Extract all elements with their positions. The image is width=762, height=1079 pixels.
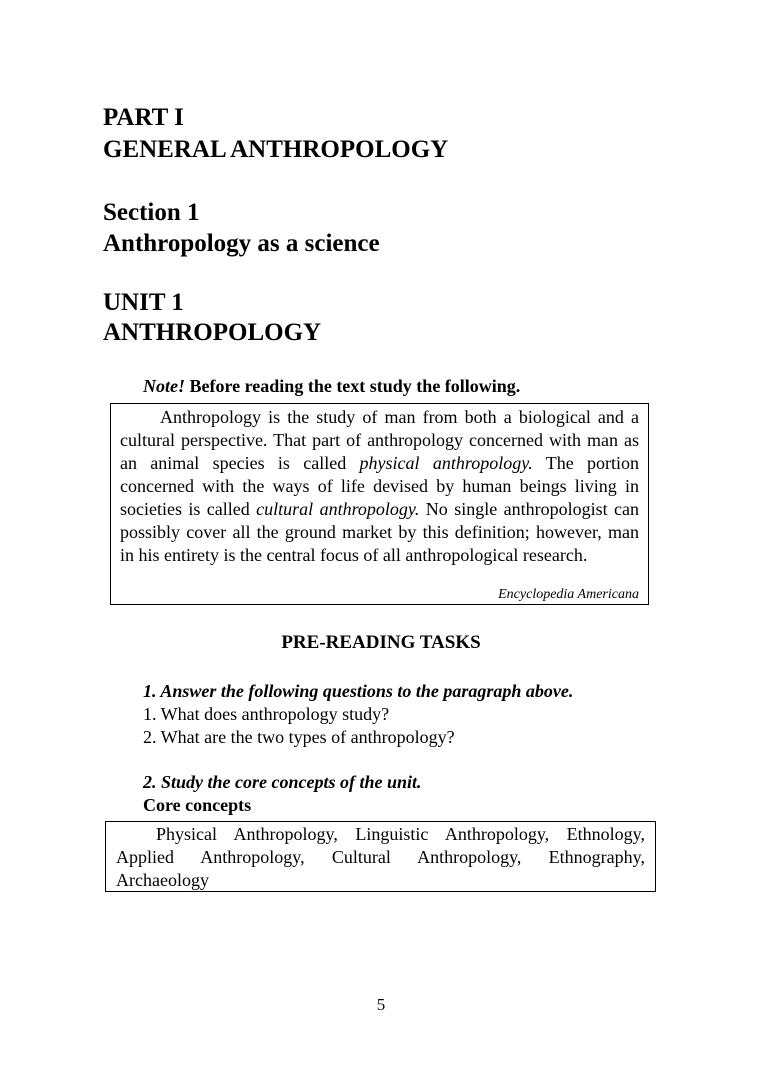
core-concepts-box (105, 821, 656, 892)
definition-text-2: The portion concerned with the ways of life devised by human beings living in societies is called (120, 453, 640, 519)
task-2-title: 2. Study the core concepts of the unit. (143, 772, 422, 792)
definition-box (110, 403, 649, 605)
question-1: 1. What does anthropology study? (143, 704, 390, 724)
definition-text-1: Anthropology is the study of man from both a biological and a cultural perspective. That part of anthropology concerned with man as an animal species is called (120, 407, 639, 473)
definition-paragraph (120, 406, 639, 567)
task-1-title: 1. Answer the following questions to the paragraph above. (143, 681, 574, 701)
question-2: 2. What are the two types of anthropology? (143, 727, 455, 747)
note-label: Note! (143, 376, 185, 396)
section-title: Anthropology as a science (103, 230, 380, 257)
section-number: Section 1 (103, 199, 200, 226)
term-cultural-anthropology: cultural anthropology. (256, 499, 420, 519)
part-title: GENERAL ANTHROPOLOGY (103, 136, 449, 163)
unit-title: ANTHROPOLOGY (103, 319, 322, 346)
core-concepts-label: Core concepts (143, 795, 252, 815)
note-line (143, 375, 520, 397)
pre-reading-heading: PRE-READING TASKS (281, 632, 481, 653)
definition-source: Encyclopedia Americana (498, 587, 639, 602)
term-physical-anthropology: physical anthropology. (359, 453, 533, 473)
note-text: Before reading the text study the following. (185, 376, 521, 396)
page-number: 5 (376, 995, 386, 1014)
core-concepts-list: Physical Anthropology, Linguistic Anthropology, Ethnology, Applied Anthropology, Cultural Anthropology, Ethnography, Archaeology (116, 824, 645, 890)
unit-number: UNIT 1 (103, 289, 184, 316)
definition-text-3: No single anthropologist can possibly cover all the ground market by this definition; however, man in his entirety is the central focus of all anthropological research. (120, 499, 639, 565)
part-number: PART I (103, 104, 184, 131)
